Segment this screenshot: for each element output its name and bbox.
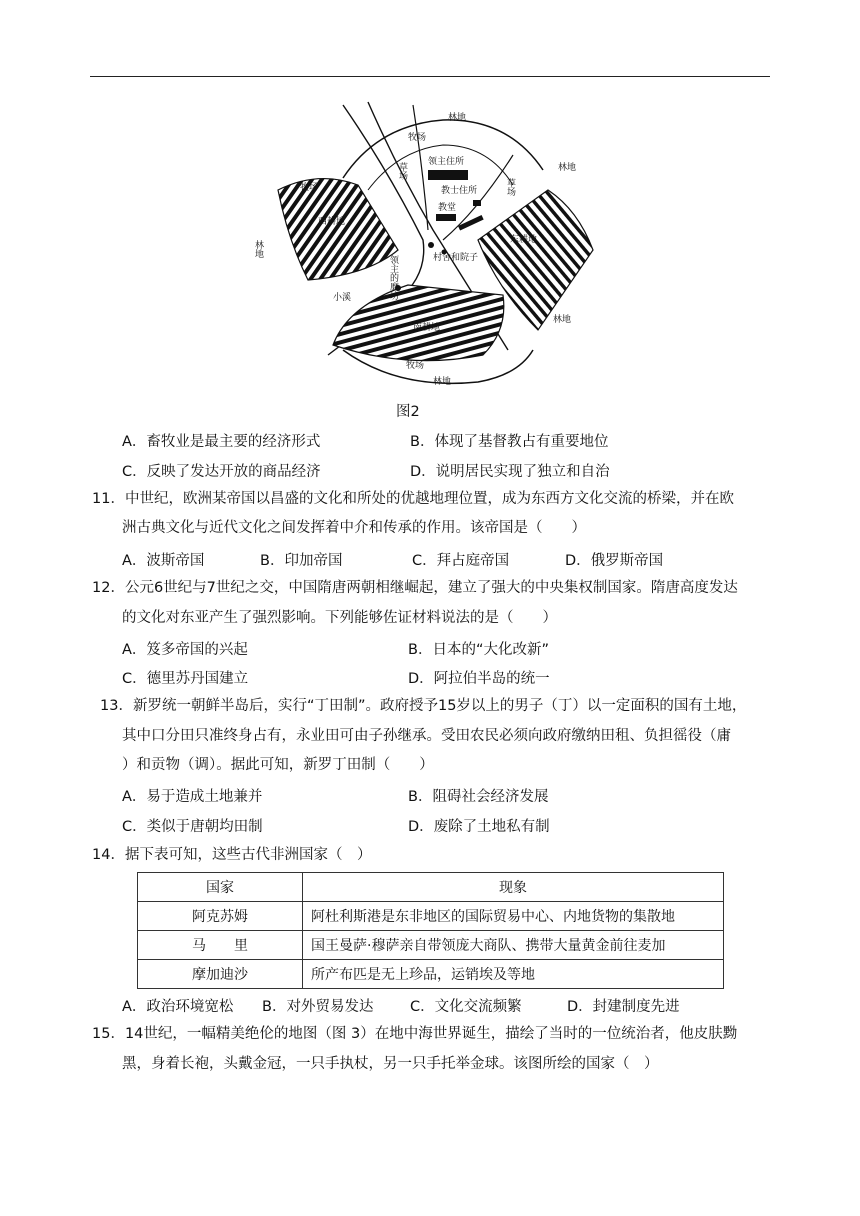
label-forest-top: 林地: [448, 113, 467, 123]
label-cottages: 村舍和院子: [433, 253, 479, 263]
q14-option-c: C．文化交流频繁: [410, 999, 522, 1015]
q11-option-c: C．拜占庭帝国: [412, 553, 510, 569]
q12-option-d: D．阿拉伯半岛的统一: [408, 671, 550, 687]
table-row: [138, 960, 724, 989]
q15-line-2: 黑，身着长袍，头戴金冠，一只手执杖，另一只手托举金球。该图所绘的国家（ ）: [122, 1056, 659, 1072]
q11-option-a: A．波斯帝国: [122, 553, 205, 569]
table-cell-phenomenon: 所产布匹是无上珍品，运销埃及等地: [303, 960, 724, 989]
label-meadow-left: 草场: [397, 162, 407, 180]
manor-map: [248, 100, 608, 392]
q12-option-a: A．笈多帝国的兴起: [122, 642, 248, 658]
q14-line: 14．据下表可知，这些古代非洲国家（ ）: [92, 847, 372, 863]
q14-option-a: A．政治环境宽松: [122, 999, 234, 1015]
q10-option-b: B．体现了基督教占有重要地位: [410, 434, 609, 450]
table-cell-phenomenon: 国王曼萨·穆萨亲自带领庞大商队、携带大量黄金前往麦加: [303, 931, 724, 960]
lord-residence-block: [428, 170, 468, 180]
label-forest-se: 林地: [553, 315, 572, 325]
label-church: 教堂: [438, 203, 457, 213]
q11-line-2: 洲古典文化与近代文化之间发挥着中介和传承的作用。该帝国是（ ）: [122, 520, 586, 536]
q12-line-1: 12．公元6世纪与7世纪之交，中国隋唐两朝相继崛起，建立了强大的中央集权制国家。隋唐高度发达: [92, 580, 738, 596]
q12-option-b: B．日本的“大化改新”: [408, 642, 549, 658]
label-forest-right: 林地: [558, 163, 577, 173]
label-meadow-right: 草场: [505, 178, 515, 196]
table-cell-country: 马 里: [138, 931, 303, 960]
label-field-west: 西耕地: [318, 217, 346, 227]
q14-table: [137, 872, 724, 989]
table-cell-country: 阿克苏姆: [138, 902, 303, 931]
label-forest-bottom: 林地: [433, 377, 452, 387]
table-cell-country: 摩加迪沙: [138, 960, 303, 989]
figure-caption: 图2: [396, 404, 420, 420]
q14-option-d: D．封建制度先进: [567, 999, 680, 1015]
q10-option-a: A．畜牧业是最主要的经济形式: [122, 434, 321, 450]
label-creek: 小溪: [333, 293, 352, 303]
church-block: [436, 214, 456, 221]
q12-line-2: 的文化对东亚产生了强烈影响。下列能够佐证材料说法的是（ ）: [122, 610, 557, 626]
q10-option-c: C．反映了发达开放的商品经济: [122, 464, 321, 480]
q14-option-b: B．对外贸易发达: [262, 999, 374, 1015]
table-row: [138, 902, 724, 931]
q11-option-b: B．印加帝国: [260, 553, 343, 569]
table-header-phenomenon: 现象: [303, 873, 724, 902]
q13-line-2: 其中口分田只准终身占有，永业田可由子孙继承。受田农民必须向政府缴纳田租、负担徭役（庸: [122, 728, 731, 744]
q12-option-c: C．德里苏丹国建立: [122, 671, 249, 687]
q11-option-d: D．俄罗斯帝国: [565, 553, 664, 569]
label-pasture-top: 牧场: [408, 133, 427, 143]
q11-line-1: 11．中世纪，欧洲某帝国以昌盛的文化和所处的优越地理位置，成为东西方文化交流的桥梁，并在欧: [92, 491, 734, 507]
table-header-country: 国家: [138, 873, 303, 902]
q13-option-a: A．易于造成土地兼并: [122, 789, 263, 805]
label-pasture-left: 牧场: [300, 183, 319, 193]
q13-option-c: C．类似于唐朝均田制: [122, 819, 263, 835]
q13-line-3: ）和贡物（调）。据此可知，新罗丁田制（ ）: [122, 757, 434, 773]
q15-line-1: 15．14世纪，一幅精美绝伦的地图（图 3）在地中海世界诞生，描绘了当时的一位统治者，他皮肤黝: [92, 1026, 738, 1042]
label-pasture-bottom: 牧场: [406, 361, 425, 371]
field-west: [278, 179, 398, 280]
label-field-south: 南耕地: [413, 323, 441, 333]
label-forest-left: 林地: [253, 240, 263, 258]
boundary-outer: [343, 120, 543, 178]
label-priest-residence: 教士住所: [441, 186, 478, 196]
table-cell-phenomenon: 阿杜利斯港是东非地区的国际贸易中心、内地货物的集散地: [303, 902, 724, 931]
q13-option-d: D．废除了土地私有制: [408, 819, 550, 835]
q13-line-1: 13．新罗统一朝鲜半岛后，实行“丁田制”。政府授予15岁以上的男子（丁）以一定面积的国有土地，: [100, 698, 747, 714]
label-lord-residence: 领主住所: [428, 157, 465, 167]
label-field-east: 东耕地: [510, 235, 538, 245]
q13-option-b: B．阻碍社会经济发展: [408, 789, 549, 805]
table-row: [138, 931, 724, 960]
header-rule: [90, 76, 770, 77]
q10-option-d: D．说明居民实现了独立和自治: [410, 464, 610, 480]
table-header-row: [138, 873, 724, 902]
label-mill: 领主的磨坊: [388, 255, 398, 300]
